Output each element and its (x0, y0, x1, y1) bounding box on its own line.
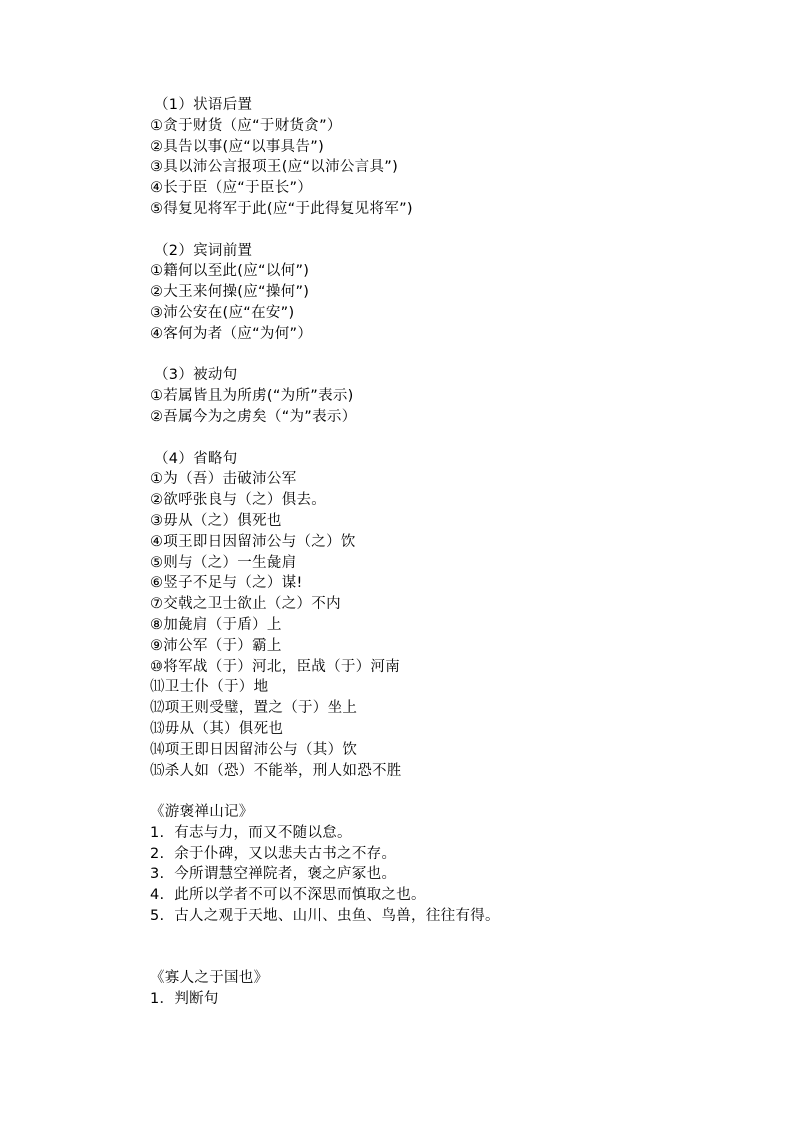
list-item: ⒁项王即日因留沛公与（其）饮 (150, 741, 358, 758)
list-item: ①贪于财货（应“于财货贪”） (150, 117, 342, 134)
list-item: 1. 有志与力，而又不随以怠。 (150, 824, 352, 841)
list-item: ⑩将军战（于）河北，臣战（于）河南 (150, 658, 401, 675)
list-item: ②欲呼张良与（之）俱去。 (150, 492, 327, 509)
list-item: ⑿项王则受璧，置之（于）坐上 (150, 700, 358, 717)
list-item: 4. 此所以学者不可以不深思而慎取之也。 (150, 887, 426, 904)
list-item: ②吾属今为之虏矣（“为”表示） (150, 408, 357, 425)
spacer (150, 781, 770, 802)
spacer (150, 345, 770, 366)
list-item: ②大王来何操(应“操何”) (150, 284, 310, 301)
list-item: 5. 古人之观于天地、山川、虫鱼、鸟兽，往往有得。 (150, 908, 500, 925)
spacer (150, 428, 770, 449)
list-item: ⑥竖子不足与（之）谋! (150, 575, 303, 592)
article-title: 《寡人之于国也》 (150, 970, 269, 987)
list-item: ①若属皆且为所虏(“为所”表示) (150, 388, 354, 405)
list-item: ③具以沛公言报项王(应“以沛公言具”) (150, 159, 399, 176)
list-item: ③毋从（之）俱死也 (150, 512, 282, 529)
list-item: ⒂杀人如（恐）不能举，刑人如恐不胜 (150, 762, 402, 779)
list-item: ①为（吾）击破沛公军 (150, 471, 297, 488)
list-item: ④长于臣（应“于臣长”） (150, 180, 313, 197)
list-item: ④客何为者（应“为何”） (150, 325, 313, 342)
list-item: 3. 今所谓慧空禅院者，褒之庐冢也。 (150, 866, 397, 883)
section-heading: （3）被动句 (154, 367, 238, 384)
list-item: ③沛公安在(应“在安”) (150, 304, 295, 321)
list-item: 1．判断句 (150, 991, 219, 1008)
list-item: ⑦交戟之卫士欲止（之）不内 (150, 596, 341, 613)
list-item: ⑨沛公军（于）霸上 (150, 637, 282, 654)
section-heading: （2）宾词前置 (154, 242, 253, 259)
list-item: ⑾卫士仆（于）地 (150, 679, 269, 696)
list-item: ④项王即日因留沛公与（之）饮 (150, 533, 356, 550)
document-page (150, 95, 770, 1010)
list-item: ②具告以事(应“以事具告”) (150, 138, 325, 155)
article-title: 《游褒禅山记》 (150, 804, 254, 821)
list-item: ⑧加彘肩（于盾）上 (150, 616, 282, 633)
list-item: 2. 余于仆碑，又以悲夫古书之不存。 (150, 845, 397, 862)
section-heading: （4）省略句 (154, 450, 238, 467)
list-item: ⑤则与（之）一生彘肩 (150, 554, 297, 571)
spacer (150, 927, 770, 969)
spacer (150, 220, 770, 241)
section-heading: （1）状语后置 (154, 97, 253, 113)
list-item: ①籍何以至此(应“以何”) (150, 263, 310, 280)
list-item: ⒀毋从（其）俱死也 (150, 720, 284, 737)
list-item: ⑤得复见将军于此(应“于此得复见将军”) (150, 200, 413, 217)
